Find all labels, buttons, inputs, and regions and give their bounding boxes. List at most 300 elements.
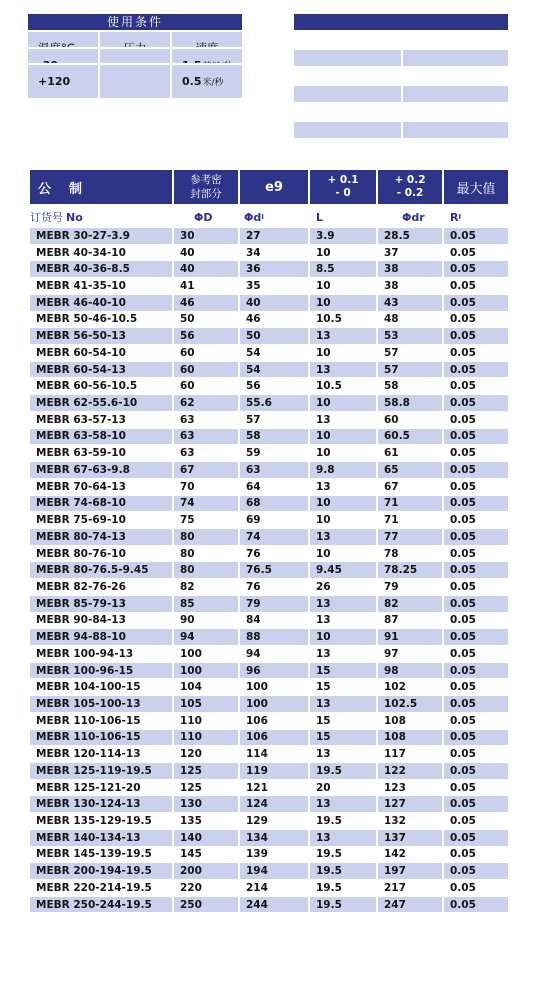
column-subheader xyxy=(30,206,508,228)
dr-value: 38 xyxy=(378,261,444,278)
d1-value: 50 xyxy=(240,328,310,345)
table-row xyxy=(30,395,508,412)
table-row xyxy=(30,596,508,613)
R-value: 0.05 xyxy=(444,395,508,412)
L-value: 13 xyxy=(310,328,378,345)
table-row xyxy=(30,261,508,278)
e9-header: e9 xyxy=(240,170,310,204)
D-value: 40 xyxy=(174,261,240,278)
D-value: 74 xyxy=(174,496,240,513)
blank-panel-header xyxy=(294,14,508,30)
R-value: 0.05 xyxy=(444,629,508,646)
table-row xyxy=(30,245,508,262)
product-table xyxy=(30,170,508,913)
reference-seal-line2: 封部分 xyxy=(190,188,222,200)
table-row xyxy=(30,445,508,462)
table-row xyxy=(30,730,508,747)
table-row xyxy=(30,345,508,362)
table-row xyxy=(30,880,508,897)
dr-value: 61 xyxy=(378,445,444,462)
d1-value: 55.6 xyxy=(240,395,310,412)
d1-value: 74 xyxy=(240,529,310,546)
dr-value: 65 xyxy=(378,462,444,479)
speed-value xyxy=(172,63,242,99)
dr-value: 78.25 xyxy=(378,562,444,579)
L-value: 10 xyxy=(310,629,378,646)
table-row xyxy=(30,479,508,496)
blank-panel-row xyxy=(294,50,508,66)
R-value: 0.05 xyxy=(444,813,508,830)
D-value: 63 xyxy=(174,412,240,429)
D-value: 60 xyxy=(174,362,240,379)
table-row xyxy=(30,863,508,880)
D-value: 110 xyxy=(174,730,240,747)
L-value: 19.5 xyxy=(310,763,378,780)
table-row xyxy=(30,679,508,696)
speed-unit: 米/秒 xyxy=(202,78,224,89)
dr-value: 78 xyxy=(378,546,444,563)
dr-value: 82 xyxy=(378,596,444,613)
D-value: 105 xyxy=(174,696,240,713)
dr-value: 58 xyxy=(378,378,444,395)
dr-value: 58.8 xyxy=(378,395,444,412)
D-value: 70 xyxy=(174,479,240,496)
table-row xyxy=(30,512,508,529)
R-value: 0.05 xyxy=(444,579,508,596)
R-value: 0.05 xyxy=(444,412,508,429)
conditions-row-high xyxy=(28,63,242,89)
table-header xyxy=(30,170,508,204)
order-number-label: 订货号 xyxy=(30,211,63,224)
dr-value: 67 xyxy=(378,479,444,496)
dr-value: 53 xyxy=(378,328,444,345)
reference-seal-line1: 参考密 xyxy=(190,174,222,186)
dr-value: 38 xyxy=(378,278,444,295)
order-number: MEBR 110-106-15 xyxy=(30,730,174,747)
column-d1-label: Φd xyxy=(244,210,262,224)
R-value: 0.05 xyxy=(444,713,508,730)
table-row xyxy=(30,579,508,596)
R-value: 0.05 xyxy=(444,529,508,546)
table-row xyxy=(30,546,508,563)
D-value: 67 xyxy=(174,462,240,479)
R-value: 0.05 xyxy=(444,746,508,763)
L-value: 10 xyxy=(310,445,378,462)
D-value: 220 xyxy=(174,880,240,897)
D-value: 60 xyxy=(174,345,240,362)
d1-value: 134 xyxy=(240,830,310,847)
dr-value: 91 xyxy=(378,629,444,646)
order-number-no: No xyxy=(66,210,83,224)
order-number: MEBR 110-106-15 xyxy=(30,713,174,730)
d1-value: 96 xyxy=(240,663,310,680)
column-R xyxy=(444,206,508,228)
order-number: MEBR 85-79-13 xyxy=(30,596,174,613)
order-number: MEBR 100-94-13 xyxy=(30,646,174,663)
R-value: 0.05 xyxy=(444,663,508,680)
d1-value: 124 xyxy=(240,796,310,813)
d1-value: 35 xyxy=(240,278,310,295)
dr-value: 102 xyxy=(378,679,444,696)
table-row xyxy=(30,629,508,646)
L-value: 10 xyxy=(310,429,378,446)
conditions-header-row xyxy=(28,30,242,47)
order-number: MEBR 63-59-10 xyxy=(30,445,174,462)
D-value: 30 xyxy=(174,228,240,245)
R-value: 0.05 xyxy=(444,378,508,395)
R-value: 0.05 xyxy=(444,479,508,496)
dr-value: 28.5 xyxy=(378,228,444,245)
table-row xyxy=(30,328,508,345)
D-value: 62 xyxy=(174,395,240,412)
dr-value: 57 xyxy=(378,345,444,362)
d1-value: 58 xyxy=(240,429,310,446)
order-number: MEBR 100-96-15 xyxy=(30,663,174,680)
D-value: 60 xyxy=(174,378,240,395)
d1-value: 59 xyxy=(240,445,310,462)
d1-value: 34 xyxy=(240,245,310,262)
R-value: 0.05 xyxy=(444,646,508,663)
R-value: 0.05 xyxy=(444,780,508,797)
order-number: MEBR 74-68-10 xyxy=(30,496,174,513)
column-d1-subscript: I xyxy=(261,213,264,221)
L-value: 10 xyxy=(310,546,378,563)
d1-value: 129 xyxy=(240,813,310,830)
conditions-title: 使用条件 xyxy=(28,14,242,30)
dr-value: 37 xyxy=(378,245,444,262)
column-R-label: R xyxy=(450,210,459,224)
d1-value: 46 xyxy=(240,312,310,329)
conditions-row-low xyxy=(28,47,242,64)
D-value: 120 xyxy=(174,746,240,763)
order-number: MEBR 75-69-10 xyxy=(30,512,174,529)
tolerance-l-plus: + 0.1 xyxy=(327,174,359,186)
pressure-value xyxy=(100,63,172,99)
table-row xyxy=(30,429,508,446)
table-row xyxy=(30,312,508,329)
D-value: 104 xyxy=(174,679,240,696)
order-number: MEBR 40-34-10 xyxy=(30,245,174,262)
L-value: 13 xyxy=(310,596,378,613)
D-value: 140 xyxy=(174,830,240,847)
tolerance-dr-plus: + 0.2 xyxy=(394,174,426,186)
R-value: 0.05 xyxy=(444,880,508,897)
order-number: MEBR 120-114-13 xyxy=(30,746,174,763)
tolerance-l-header xyxy=(310,170,378,204)
order-number: MEBR 60-54-13 xyxy=(30,362,174,379)
L-value: 20 xyxy=(310,780,378,797)
L-value: 15 xyxy=(310,730,378,747)
R-value: 0.05 xyxy=(444,429,508,446)
table-row xyxy=(30,562,508,579)
dr-value: 132 xyxy=(378,813,444,830)
table-row xyxy=(30,696,508,713)
order-number: MEBR 63-57-13 xyxy=(30,412,174,429)
D-value: 50 xyxy=(174,312,240,329)
order-number: MEBR 56-50-13 xyxy=(30,328,174,345)
order-number: MEBR 70-64-13 xyxy=(30,479,174,496)
L-value: 15 xyxy=(310,679,378,696)
d1-value: 27 xyxy=(240,228,310,245)
d1-value: 100 xyxy=(240,679,310,696)
L-value: 15 xyxy=(310,713,378,730)
d1-value: 36 xyxy=(240,261,310,278)
column-d1 xyxy=(240,206,310,228)
D-value: 41 xyxy=(174,278,240,295)
d1-value: 84 xyxy=(240,613,310,630)
R-value: 0.05 xyxy=(444,328,508,345)
L-value: 13 xyxy=(310,696,378,713)
D-value: 110 xyxy=(174,713,240,730)
D-value: 94 xyxy=(174,629,240,646)
table-row xyxy=(30,278,508,295)
table-row xyxy=(30,613,508,630)
dr-value: 79 xyxy=(378,579,444,596)
R-value: 0.05 xyxy=(444,295,508,312)
L-value: 13 xyxy=(310,646,378,663)
dr-value: 71 xyxy=(378,496,444,513)
D-value: 63 xyxy=(174,445,240,462)
D-value: 130 xyxy=(174,796,240,813)
R-value: 0.05 xyxy=(444,863,508,880)
R-value: 0.05 xyxy=(444,546,508,563)
R-value: 0.05 xyxy=(444,796,508,813)
table-row xyxy=(30,897,508,914)
d1-value: 76.5 xyxy=(240,562,310,579)
L-value: 10 xyxy=(310,295,378,312)
table-row xyxy=(30,228,508,245)
L-value: 10.5 xyxy=(310,312,378,329)
order-number-header xyxy=(30,206,174,228)
order-number: MEBR 145-139-19.5 xyxy=(30,847,174,864)
D-value: 90 xyxy=(174,613,240,630)
L-value: 13 xyxy=(310,412,378,429)
d1-value: 79 xyxy=(240,596,310,613)
order-number: MEBR 67-63-9.8 xyxy=(30,462,174,479)
R-value: 0.05 xyxy=(444,345,508,362)
R-value: 0.05 xyxy=(444,496,508,513)
D-value: 100 xyxy=(174,646,240,663)
order-number: MEBR 41-35-10 xyxy=(30,278,174,295)
table-row xyxy=(30,529,508,546)
L-value: 19.5 xyxy=(310,897,378,914)
D-value: 63 xyxy=(174,429,240,446)
d1-value: 76 xyxy=(240,546,310,563)
order-number: MEBR 130-124-13 xyxy=(30,796,174,813)
L-value: 19.5 xyxy=(310,813,378,830)
metric-title: 公制 xyxy=(30,170,174,204)
R-value: 0.05 xyxy=(444,679,508,696)
column-R-subscript: I xyxy=(458,213,462,221)
d1-value: 54 xyxy=(240,362,310,379)
dr-value: 122 xyxy=(378,763,444,780)
L-value: 10 xyxy=(310,496,378,513)
order-number: MEBR 50-46-10.5 xyxy=(30,312,174,329)
R-value: 0.05 xyxy=(444,228,508,245)
D-value: 80 xyxy=(174,529,240,546)
D-value: 75 xyxy=(174,512,240,529)
dr-value: 60.5 xyxy=(378,429,444,446)
L-value: 10 xyxy=(310,512,378,529)
table-row xyxy=(30,378,508,395)
order-number: MEBR 125-119-19.5 xyxy=(30,763,174,780)
d1-value: 68 xyxy=(240,496,310,513)
R-value: 0.05 xyxy=(444,596,508,613)
D-value: 135 xyxy=(174,813,240,830)
L-value: 10 xyxy=(310,278,378,295)
d1-value: 214 xyxy=(240,880,310,897)
dr-value: 48 xyxy=(378,312,444,329)
R-value: 0.05 xyxy=(444,445,508,462)
dr-value: 117 xyxy=(378,746,444,763)
D-value: 125 xyxy=(174,763,240,780)
order-number: MEBR 60-54-10 xyxy=(30,345,174,362)
table-row xyxy=(30,462,508,479)
table-body xyxy=(30,228,508,913)
R-value: 0.05 xyxy=(444,512,508,529)
d1-value: 114 xyxy=(240,746,310,763)
L-value: 8.5 xyxy=(310,261,378,278)
dr-value: 87 xyxy=(378,613,444,630)
D-value: 46 xyxy=(174,295,240,312)
order-number: MEBR 220-214-19.5 xyxy=(30,880,174,897)
d1-value: 139 xyxy=(240,847,310,864)
table-row xyxy=(30,847,508,864)
d1-value: 106 xyxy=(240,713,310,730)
table-row xyxy=(30,412,508,429)
order-number: MEBR 46-40-10 xyxy=(30,295,174,312)
order-number: MEBR 140-134-13 xyxy=(30,830,174,847)
d1-value: 63 xyxy=(240,462,310,479)
L-value: 3.9 xyxy=(310,228,378,245)
D-value: 145 xyxy=(174,847,240,864)
order-number: MEBR 82-76-26 xyxy=(30,579,174,596)
D-value: 56 xyxy=(174,328,240,345)
R-value: 0.05 xyxy=(444,261,508,278)
D-value: 100 xyxy=(174,663,240,680)
order-number: MEBR 80-74-13 xyxy=(30,529,174,546)
table-row xyxy=(30,713,508,730)
L-value: 9.45 xyxy=(310,562,378,579)
table-row xyxy=(30,813,508,830)
order-number: MEBR 60-56-10.5 xyxy=(30,378,174,395)
L-value: 15 xyxy=(310,663,378,680)
D-value: 125 xyxy=(174,780,240,797)
dr-value: 71 xyxy=(378,512,444,529)
dr-value: 77 xyxy=(378,529,444,546)
dr-value: 60 xyxy=(378,412,444,429)
tolerance-dr-header xyxy=(378,170,444,204)
blank-panel xyxy=(294,14,508,138)
R-value: 0.05 xyxy=(444,613,508,630)
R-value: 0.05 xyxy=(444,462,508,479)
D-value: 80 xyxy=(174,562,240,579)
D-value: 82 xyxy=(174,579,240,596)
R-value: 0.05 xyxy=(444,562,508,579)
table-row xyxy=(30,746,508,763)
dr-value: 98 xyxy=(378,663,444,680)
dr-value: 217 xyxy=(378,880,444,897)
conditions-table xyxy=(28,14,242,89)
L-value: 10 xyxy=(310,395,378,412)
L-value: 13 xyxy=(310,613,378,630)
max-value-header: 最大值 xyxy=(444,170,508,204)
table-row xyxy=(30,796,508,813)
order-number: MEBR 30-27-3.9 xyxy=(30,228,174,245)
order-number: MEBR 105-100-13 xyxy=(30,696,174,713)
L-value: 13 xyxy=(310,479,378,496)
L-value: 13 xyxy=(310,746,378,763)
L-value: 26 xyxy=(310,579,378,596)
d1-value: 40 xyxy=(240,295,310,312)
d1-value: 88 xyxy=(240,629,310,646)
L-value: 10 xyxy=(310,245,378,262)
blank-panel-row xyxy=(294,86,508,102)
d1-value: 119 xyxy=(240,763,310,780)
R-value: 0.05 xyxy=(444,362,508,379)
L-value: 10.5 xyxy=(310,378,378,395)
order-number: MEBR 90-84-13 xyxy=(30,613,174,630)
d1-value: 76 xyxy=(240,579,310,596)
dr-value: 108 xyxy=(378,713,444,730)
table-row xyxy=(30,496,508,513)
d1-value: 100 xyxy=(240,696,310,713)
dr-value: 43 xyxy=(378,295,444,312)
D-value: 250 xyxy=(174,897,240,914)
temperature-max: +120 xyxy=(28,63,100,99)
d1-value: 57 xyxy=(240,412,310,429)
R-value: 0.05 xyxy=(444,847,508,864)
table-row xyxy=(30,362,508,379)
order-number: MEBR 94-88-10 xyxy=(30,629,174,646)
L-value: 19.5 xyxy=(310,847,378,864)
R-value: 0.05 xyxy=(444,730,508,747)
dr-value: 108 xyxy=(378,730,444,747)
R-value: 0.05 xyxy=(444,245,508,262)
L-value: 9.8 xyxy=(310,462,378,479)
R-value: 0.05 xyxy=(444,897,508,914)
d1-value: 64 xyxy=(240,479,310,496)
column-dr: Φdr xyxy=(402,210,425,224)
dr-value: 123 xyxy=(378,780,444,797)
D-value: 85 xyxy=(174,596,240,613)
blank-panel-row xyxy=(294,122,508,138)
order-number: MEBR 135-129-19.5 xyxy=(30,813,174,830)
d1-value: 106 xyxy=(240,730,310,747)
d1-value: 121 xyxy=(240,780,310,797)
table-row xyxy=(30,830,508,847)
L-value: 19.5 xyxy=(310,863,378,880)
order-number: MEBR 63-58-10 xyxy=(30,429,174,446)
order-number: MEBR 62-55.6-10 xyxy=(30,395,174,412)
dr-value: 137 xyxy=(378,830,444,847)
dr-value: 247 xyxy=(378,897,444,914)
order-number: MEBR 80-76.5-9.45 xyxy=(30,562,174,579)
table-row xyxy=(30,646,508,663)
d1-value: 244 xyxy=(240,897,310,914)
d1-value: 94 xyxy=(240,646,310,663)
order-number: MEBR 80-76-10 xyxy=(30,546,174,563)
d1-value: 54 xyxy=(240,345,310,362)
dr-value: 102.5 xyxy=(378,696,444,713)
speed-number: 0.5 xyxy=(182,75,202,89)
order-number: MEBR 200-194-19.5 xyxy=(30,863,174,880)
D-value: 200 xyxy=(174,863,240,880)
D-value: 80 xyxy=(174,546,240,563)
L-value: 19.5 xyxy=(310,880,378,897)
d1-value: 56 xyxy=(240,378,310,395)
L-value: 10 xyxy=(310,345,378,362)
